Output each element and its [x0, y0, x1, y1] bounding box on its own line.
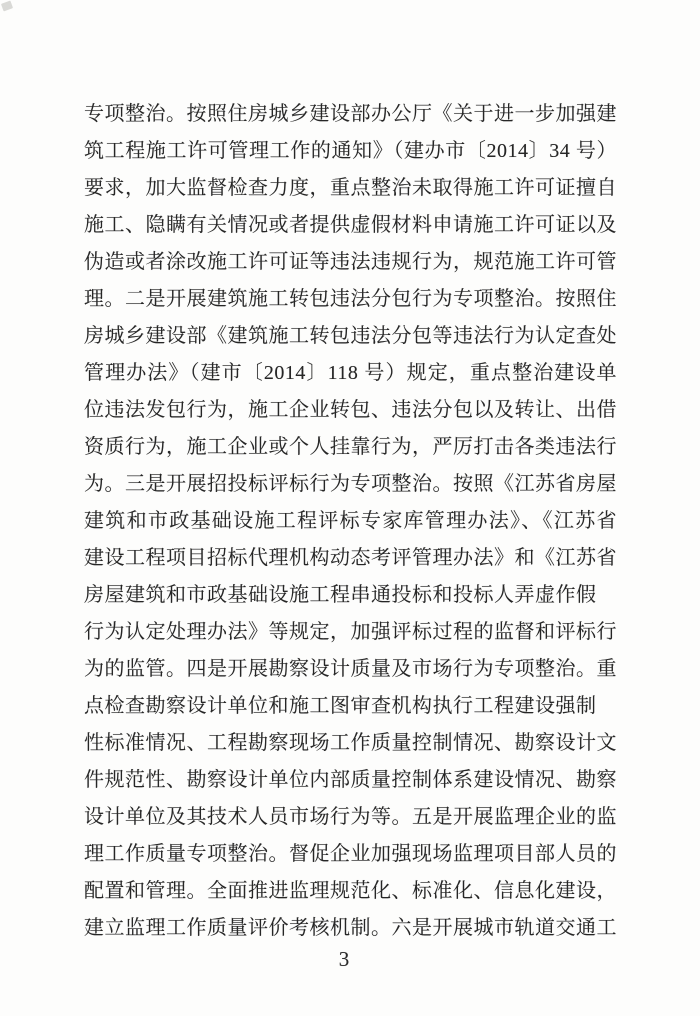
- text-line: 件规范性、勘察设计单位内部质量控制体系建设情况、勘察: [84, 769, 617, 791]
- text-line: 建设工程项目招标代理机构动态考评管理办法》和《江苏省: [84, 547, 617, 569]
- text-line: 设计单位及其技术人员市场行为等。五是开展监理企业的监: [84, 806, 617, 828]
- text-line: 建立监理工作质量评价考核机制。六是开展城市轨道交通工: [84, 917, 617, 939]
- text-line: 点检查勘察设计单位和施工图审查机构执行工程建设强制: [84, 695, 597, 717]
- text-line: 为的监管。四是开展勘察设计质量及市场行为专项整治。重: [84, 658, 617, 680]
- text-line: 资质行为，施工企业或个人挂靠行为，严厉打击各类违法行: [84, 436, 617, 458]
- document-body: [84, 96, 617, 947]
- text-line: 管理办法》（建市〔2014〕118 号）规定，重点整治建设单: [84, 362, 617, 384]
- text-line: 理。二是开展建筑施工转包违法分包行为专项整治。按照住: [84, 288, 617, 310]
- text-line: 为。三是开展招投标评标行为专项整治。按照《江苏省房屋: [84, 473, 617, 495]
- text-line: 房城乡建设部《建筑施工转包违法分包等违法行为认定查处: [84, 325, 617, 347]
- text-line: 房屋建筑和市政基础设施工程串通投标和投标人弄虚作假: [84, 584, 597, 606]
- text-line: 要求，加大监督检查力度，重点整治未取得施工许可证擅自: [84, 177, 617, 199]
- text-line: 位违法发包行为，施工企业转包、违法分包以及转让、出借: [84, 399, 617, 421]
- scan-artifact: [1, 1, 13, 12]
- text-line: 性标准情况、工程勘察现场工作质量控制情况、勘察设计文: [84, 732, 617, 754]
- text-line: 行为认定处理办法》等规定，加强评标过程的监督和评标行: [84, 621, 617, 643]
- text-line: 筑工程施工许可管理工作的通知》（建办市〔2014〕34 号）: [84, 140, 617, 162]
- text-line: 专项整治。按照住房城乡建设部办公厅《关于进一步加强建: [84, 103, 617, 125]
- text-line: 伪造或者涂改施工许可证等违法违规行为，规范施工许可管: [84, 251, 617, 273]
- text-line: 建筑和市政基础设施工程评标专家库管理办法》、《江苏省: [84, 510, 617, 532]
- page-number: 3: [338, 947, 350, 971]
- text-line: 配置和管理。全面推进监理规范化、标准化、信息化建设，: [84, 880, 617, 902]
- text-line: 施工、隐瞒有关情况或者提供虚假材料申请施工许可证以及: [84, 214, 617, 236]
- text-line: 理工作质量专项整治。督促企业加强现场监理项目部人员的: [84, 843, 617, 865]
